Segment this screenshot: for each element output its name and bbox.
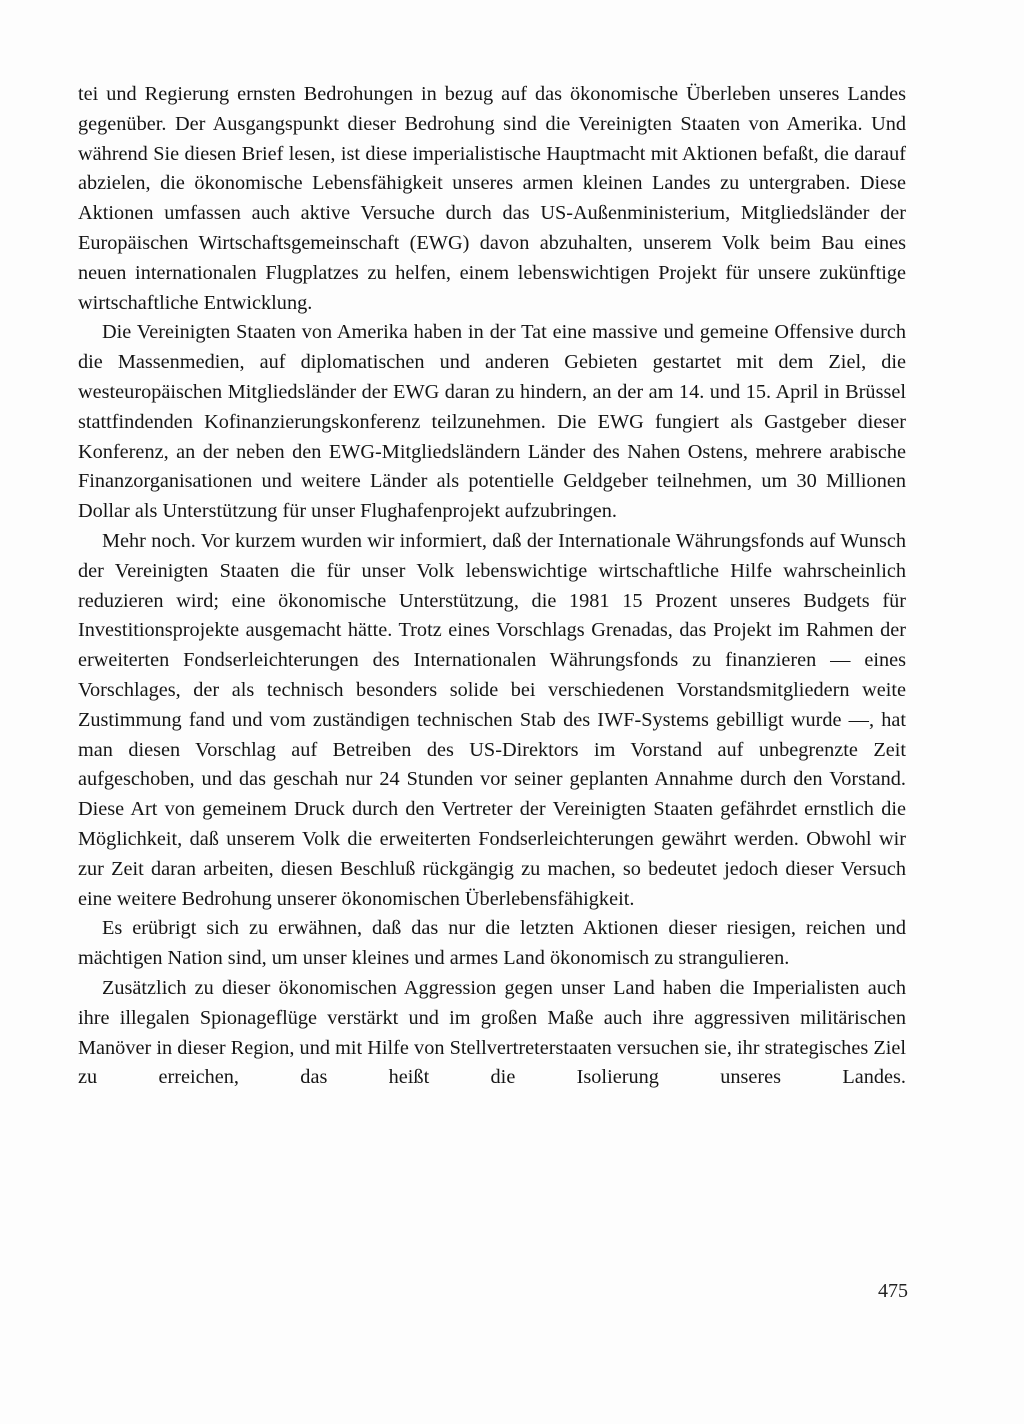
paragraph-3: Mehr noch. Vor kurzem wurden wir informiert, daß der Internationale Währungsfonds auf Wunsch der Vereinigten Staaten die für unser Volk lebenswichtige wirtschaftliche Hilfe wahrscheinlich reduzieren wird; eine ökonomische Unterstützung, die 1981 15 Prozent unseres Budgets für Investitionsprojekte ausgemacht hätte. Trotz eines Vorschlags Grenadas, das Projekt im Rahmen der erweiterten Fondserleichterungen des Internationalen Währungsfonds zu finanzieren — eines Vorschlages, der als technisch besonders solide bei verschiedenen Vorstandsmitgliedern weite Zustimmung fand und vom zuständigen technischen Stab des IWF-Systems gebilligt wurde —, hat man diesen Vorschlag auf Betreiben des US-Direktors im Vorstand auf unbegrenzte Zeit aufgeschoben, und das geschah nur 24 Stunden vor seiner geplanten Annahme durch den Vorstand. Diese Art von gemeinem Druck durch den Vertreter der Vereinigten Staaten gefährdet ernstlich die Möglichkeit, daß unserem Volk die erweiterten Fondserleichterungen gewährt werden. Obwohl wir zur Zeit daran arbeiten, diesen Beschluß rückgängig zu machen, so bedeutet jedoch dieser Versuch eine weitere Bedrohung unserer ökonomischen Überlebensfähigkeit.	[78, 529, 906, 910]
paragraph-4: Es erübrigt sich zu erwähnen, daß das nur die letzten Aktionen dieser riesigen, reichen und mächtigen Nation sind, um unser kleines und armes Land ökonomisch zu strangulieren.	[78, 917, 906, 970]
page-number: 475	[878, 1280, 908, 1302]
paragraph-5: Zusätzlich zu dieser ökonomischen Aggression gegen unser Land haben die Imperialisten auch ihre illegalen Spionageflüge verstärkt und im großen Maße auch ihre aggressiven militärischen Manöver in dieser Region, und mit Hilfe von Stellvertreterstaaten versuchen sie, ihr strategisches Ziel zu erreichen, das heißt die Isolierung unseres Landes.	[78, 976, 906, 1089]
body-text	[78, 80, 906, 1093]
paragraph-1: tei und Regierung ernsten Bedrohungen in bezug auf das ökonomische Überleben unseres Landes gegenüber. Der Ausgangspunkt dieser Bedrohung sind die Vereinigten Staaten von Amerika. Und während Sie diesen Brief lesen, ist diese imperialistische Hauptmacht mit Aktionen befaßt, die darauf abzielen, die ökonomische Lebensfähigkeit unseres armen kleinen Landes zu untergraben. Diese Aktionen umfassen auch aktive Versuche durch das US-Außenministerium, Mitgliedsländer der Europäischen Wirtschaftsgemeinschaft (EWG) davon abzuhalten, unserem Volk beim Bau eines neuen internationalen Flugplatzes zu helfen, einem lebenswichtigen Projekt für unsere zukünftige wirtschaftliche Entwicklung.	[78, 83, 906, 314]
paragraph-2: Die Vereinigten Staaten von Amerika haben in der Tat eine massive und gemeine Offensive durch die Massenmedien, auf diplomatischen und anderen Gebieten gestartet mit dem Ziel, die westeuropäischen Mitgliedsländer der EWG daran zu hindern, an der am 14. und 15. April in Brüssel stattfindenden Kofinanzierungskonferenz teilzunehmen. Die EWG fungiert als Gastgeber dieser Konferenz, an der neben den EWG-Mitgliedsländern Länder des Nahen Ostens, mehrere arabische Finanzorganisationen und weitere Länder als potentielle Geldgeber teilnehmen, um 30 Millionen Dollar als Unterstützung für unser Flughafenprojekt aufzubringen.	[78, 321, 906, 523]
